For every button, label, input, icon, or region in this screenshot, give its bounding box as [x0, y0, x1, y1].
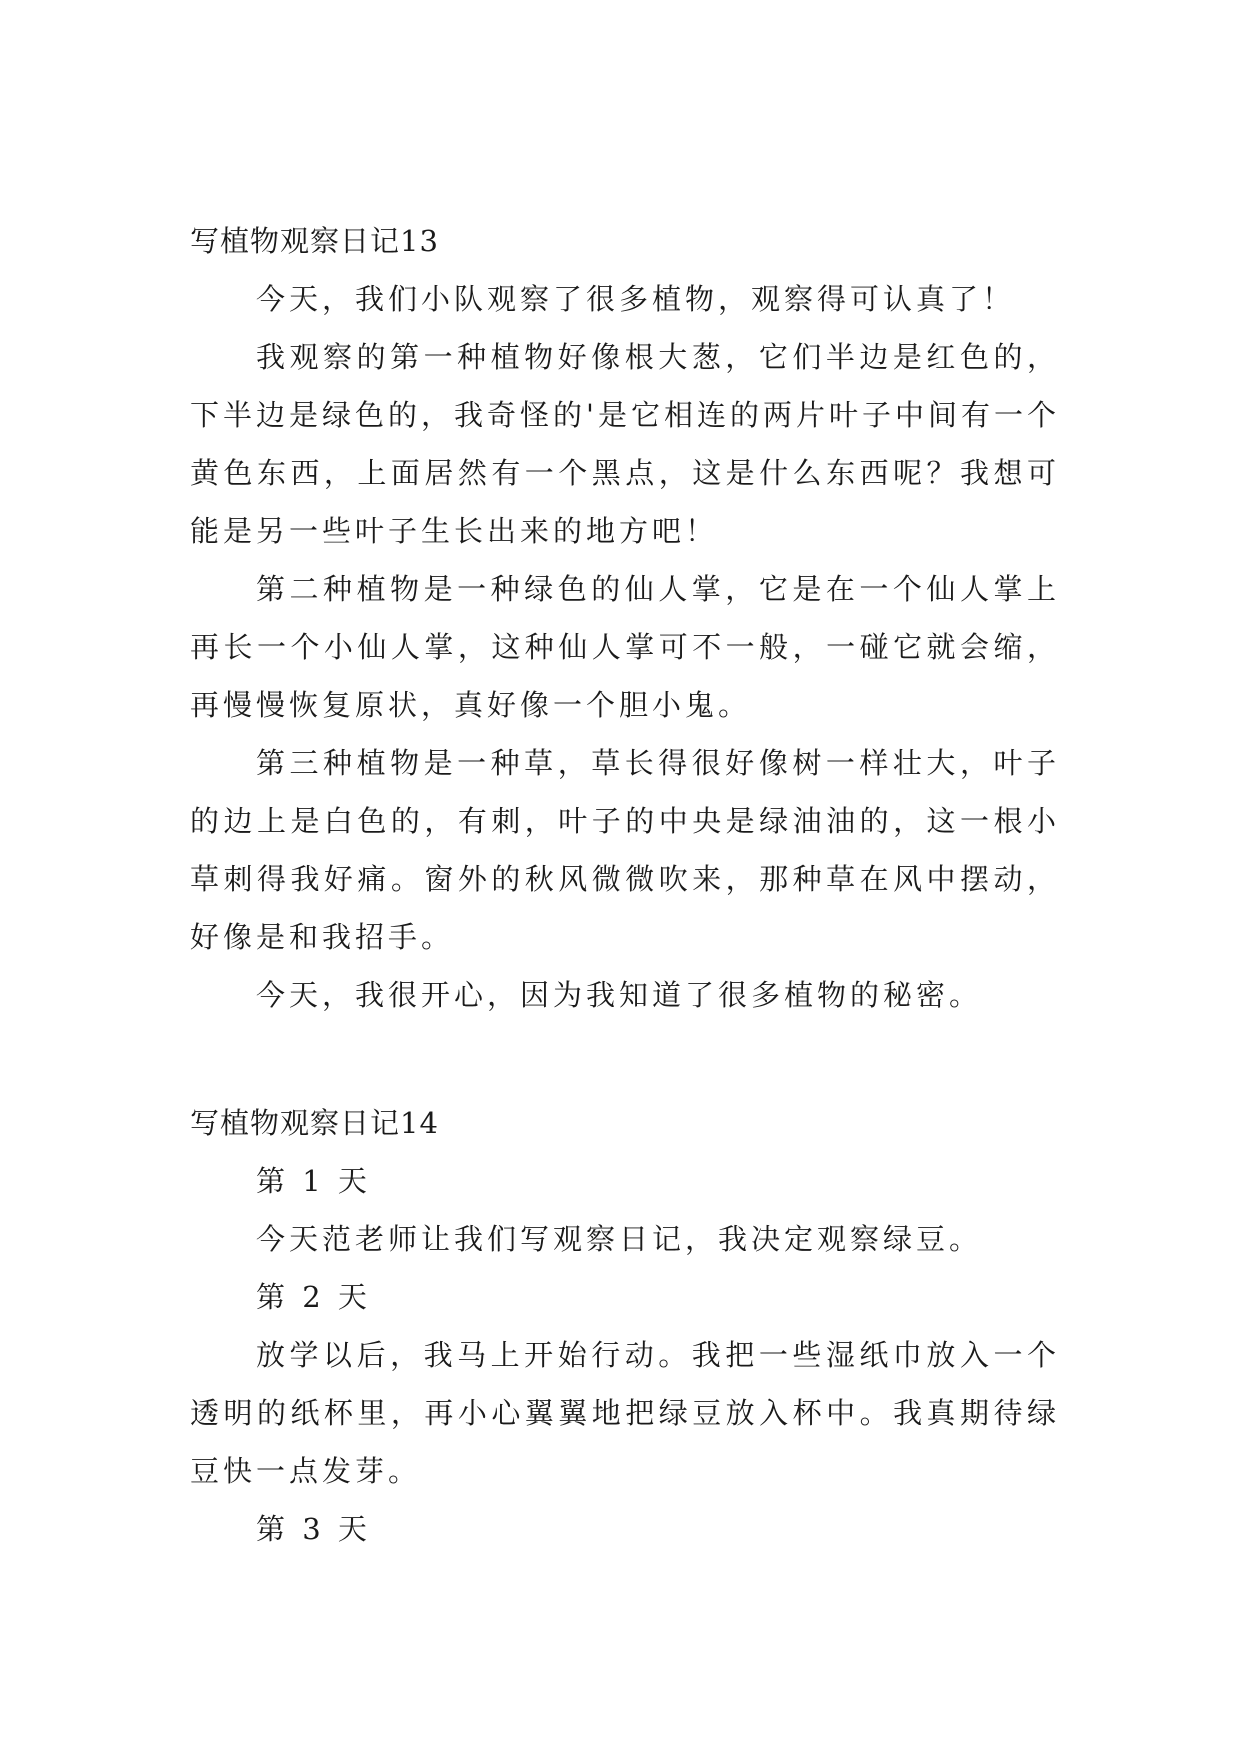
section-14-title: 写植物观察日记14 [190, 1106, 439, 1140]
section-13-paragraph-4: 第三种植物是一种草，草长得很好像树一样壮大，叶子的边上是白色的，有刺，叶子的中央是绿油油的，这一根小草刺得我好痛。窗外的秋风微微吹来，那种草在风中摆动，好像是和我招手。 [190, 746, 1060, 954]
section-13-paragraph-3: 第二种植物是一种绿色的仙人掌，它是在一个仙人掌上再长一个小仙人掌，这种仙人掌可不一般，一碰它就会缩，再慢慢恢复原状，真好像一个胆小鬼。 [190, 572, 1060, 722]
section-spacer [190, 1024, 1060, 1082]
section-13-paragraph-2: 我观察的第一种植物好像根大葱，它们半边是红色的，下半边是绿色的，我奇怪的'是它相连的两片叶子中间有一个黄色东西，上面居然有一个黑点，这是什么东西呢？我想可能是另一些叶子生长出来的地方吧！ [190, 340, 1060, 548]
section-13-paragraph-1: 今天，我们小队观察了很多植物，观察得可认真了！ [256, 282, 1016, 316]
section-14-day-3-label: 第 3 天 [256, 1512, 371, 1546]
document-body [190, 212, 1060, 1558]
section-14-day-1-label: 第 1 天 [256, 1164, 371, 1198]
section-13-paragraph-5: 今天，我很开心，因为我知道了很多植物的秘密。 [256, 978, 983, 1012]
section-14-entry-1: 今天范老师让我们写观察日记，我决定观察绿豆。 [256, 1222, 983, 1256]
section-14-entry-2: 放学以后，我马上开始行动。我把一些湿纸巾放入一个透明的纸杯里，再小心翼翼地把绿豆放入杯中。我真期待绿豆快一点发芽。 [190, 1338, 1060, 1488]
section-13-title: 写植物观察日记13 [190, 224, 439, 258]
section-14-day-2-label: 第 2 天 [256, 1280, 371, 1314]
section-spacer-small [190, 1082, 1060, 1094]
